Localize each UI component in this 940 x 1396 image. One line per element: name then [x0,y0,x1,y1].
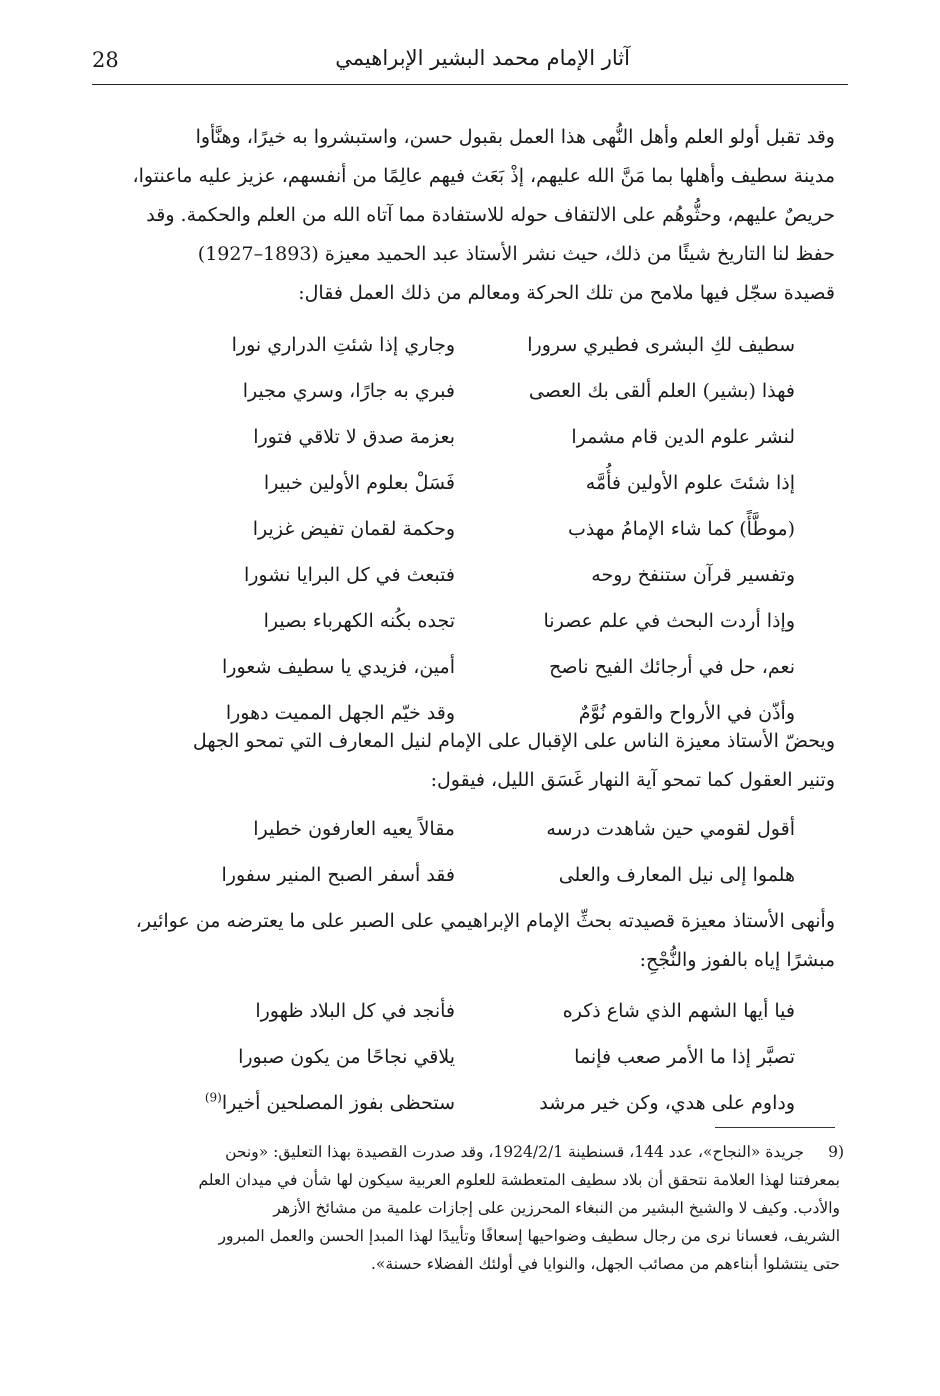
verse-line [105,598,835,644]
verse-second-hemistich: أمين، فزيدي يا سطيف شعورا [222,656,455,678]
verse-first-hemistich: فهذا (بشير) العلم ألقى بك العصى [528,380,795,402]
footnote-line: بمعرفتنا لهذا العلامة نتحقق أن بلاد سطيف المتعطشة للعلوم العربية سيكون لها شأن في ميدان العلم [198,1171,840,1189]
verse-second-hemistich: يلاقي نجاحًا من يكون صبورا [238,1046,455,1068]
verse-first-hemistich: (موطَّأً) كما شاء الإمامُ مهذب [568,518,795,540]
page-number: 28 [92,48,119,72]
verse-second-hemistich: فَسَلْ بعلوم الأولين خبيرا [263,472,455,494]
paragraph-intro [105,118,835,313]
text-line: مدينة سطيف وأهلها بما مَنَّ الله عليهم، إذْ بَعَث فيهم عالِمًا من أنفسهم، عزيز عليه ماعنتوا، [132,165,835,187]
verse-line [105,368,835,414]
verse-first-hemistich: هلموا إلى نيل المعارف والعلى [558,864,795,886]
verse-second-hemistich: وقد خيّم الجهل المميت دهورا [225,702,455,724]
text-line: قصيدة سجّل فيها ملامح من تلك الحركة ومعالم من ذلك العمل فقال: [298,282,835,304]
verse-line [105,460,835,506]
footnote-separator [715,1127,835,1128]
verse-line [105,1034,835,1080]
verse-line [105,644,835,690]
verse-first-hemistich: فيا أيها الشهم الذي شاع ذكره [562,1000,795,1022]
verse-first-hemistich: وداوم على هدي، وكن خير مرشد [539,1092,795,1114]
verse-second-hemistich: تجده بكُنه الكهرباء بصيرا [263,610,455,632]
running-title: آثار الإمام محمد البشير الإبراهيمي [335,46,630,70]
verse-second-hemistich: بعزمة صدق لا تلاقي فتورا [253,426,455,448]
paragraph-exhortation [105,722,835,800]
verse-first-hemistich: أقول لقومي حين شاهدت درسه [546,818,795,840]
text-line: وأنهى الأستاذ معيزة قصيدته بحثِّ الإمام الإبراهيمي على الصبر على ما يعترضه من عوائير، [135,910,835,932]
footnote-line [105,1138,844,1166]
verse-first-hemistich: وتفسير قرآن ستنفخ روحه [591,564,795,586]
verse-first-hemistich: إذا شئتَ علوم الأولين فأُمَّه [585,472,795,494]
poem-sétif [105,322,835,736]
verse-line [105,852,835,898]
verse-line [105,1080,835,1126]
verse-first-hemistich: لنشر علوم الدين قام مشمرا [571,426,795,448]
footnote-line: والأدب. وكيف لا والشيخ البشير من النبغاء المحرزين على إجازات علمية من مشائخ الأزهر [273,1199,840,1217]
footnote [105,1138,844,1278]
verse-first-hemistich: وإذا أردت البحث في علم عصرنا [543,610,795,632]
paragraph-conclusion [105,902,835,980]
verse-first-hemistich: نعم، حل في أرجائك الفيح ناصح [549,656,795,678]
footnote-line: الشريف، فعسانا نرى من رجال سطيف وضواحيها إسعافًا وتأييدًا لهذا المبدإ الحسن والعمل المبرور [218,1227,840,1245]
footnote-number: 9) [828,1143,844,1161]
text-line: حفظ لنا التاريخ شيئًا من ذلك، حيث نشر الأستاذ عبد الحميد معيزة (1893–1927) [197,243,835,265]
verse-line [105,988,835,1034]
footnote-text: جريدة «النجاح»، عدد 144، قسنطينة 1924/2/1، وقد صدرت القصيدة بهذا التعليق: «ونحن [225,1143,804,1161]
text-line: وتنير العقول كما تمحو آية النهار غَسَق الليل، فيقول: [430,769,835,791]
footnote-line: حتى ينتشلوا أبناءهم من مصائب الجهل، والنوايا في أولئك الفضلاء حسنة». [371,1255,840,1273]
page-header [92,46,848,86]
verse-line [105,552,835,598]
verse-line [105,414,835,460]
verse-second-hemistich: وجاري إذا شئتِ الدراري نورا [231,334,455,356]
text-line: وقد تقبل أولو العلم وأهل النُّهى هذا العمل بقبول حسن، واستبشروا به خيرًا، وهنَّأوا [195,126,835,148]
verse-second-hemistich: فأنجد في كل البلاد ظهورا [255,1000,455,1022]
verse-second-hemistich: فبري به جارًا، وسري مجيرا [242,380,455,402]
text-line: مبشرًا إياه بالفوز والنُّجْحِ: [639,949,835,971]
header-rule [92,84,848,85]
verse-text: ستحظى بفوز المصلحين أخيرا [221,1092,455,1114]
footnote-reference: (9) [204,1090,222,1105]
poem-closing [105,988,835,1126]
verse-second-hemistich: مقالاً يعيه العارفون خطيرا [253,818,455,840]
verse-line [105,506,835,552]
verse-second-hemistich: فتبعث في كل البرايا نشورا [243,564,455,586]
text-line: حريصٌ عليهم، وحثُّوهُم على الالتفاف حوله للاستفادة مما آتاه الله من العلم والحكمة. وقد [146,204,835,226]
verse-line [105,322,835,368]
verse-second-hemistich: فقد أسفر الصبح المنير سفورا [221,864,455,886]
text-line: ويحضّ الأستاذ معيزة الناس على الإقبال على الإمام لنيل المعارف التي تمحو الجهل [192,730,835,752]
verse-line [105,806,835,852]
verse-second-hemistich: وحكمة لقمان تفيض غزيرا [252,518,455,540]
verse-first-hemistich: تصبَّر إذا ما الأمر صعب فإنما [574,1046,795,1068]
poem-address [105,806,835,898]
verse-first-hemistich: وأذّن في الأرواح والقوم نُوَّمٌ [578,702,795,724]
verse-second-hemistich [125,1080,455,1126]
verse-first-hemistich: سطيف لكِ البشرى فطيري سرورا [527,334,795,356]
